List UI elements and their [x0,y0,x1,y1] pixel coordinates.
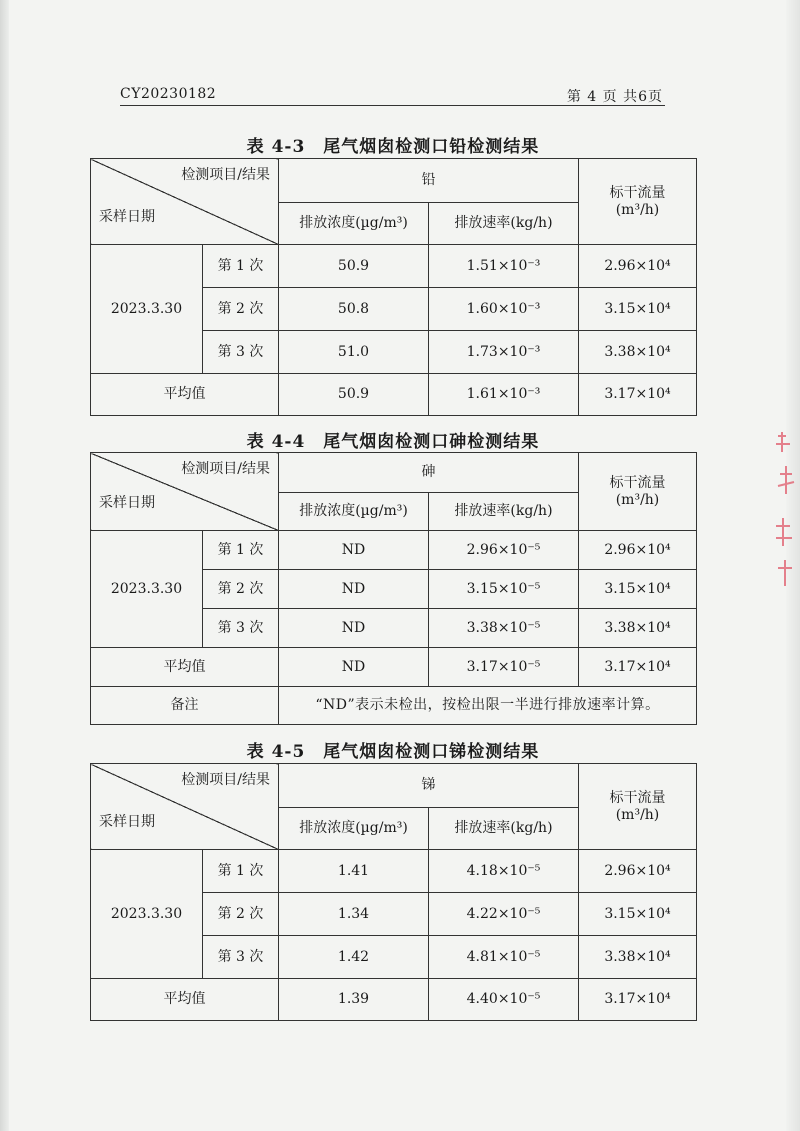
flow-value: 3.38×10⁴ [579,936,697,979]
pollutant-header: 锑 [279,764,579,808]
rate-header: 排放速率(kg/h) [429,493,579,531]
conc-header: 排放浓度(µg/m³) [279,203,429,245]
run-label: 第 1 次 [203,531,279,570]
rate-value: 4.22×10⁻⁵ [429,893,579,936]
lead-table [90,158,697,416]
conc-value: 1.42 [279,936,429,979]
rate-value: 4.18×10⁻⁵ [429,850,579,893]
sample-date: 2023.3.30 [91,245,203,374]
run-label: 第 2 次 [203,288,279,331]
flow-value: 3.15×10⁴ [579,893,697,936]
note-text: “ND”表示未检出，按检出限一半进行排放速率计算。 [279,687,697,725]
flow-value: 2.96×10⁴ [579,531,697,570]
header-item-label: 检测项目/结果 [181,772,270,788]
flow-value: 3.17×10⁴ [579,648,697,687]
rate-value: 1.51×10⁻³ [429,245,579,288]
rate-value: 4.81×10⁻⁵ [429,936,579,979]
report-number: CY20230182 [120,86,217,102]
conc-value: ND [279,648,429,687]
conc-header: 排放浓度(µg/m³) [279,493,429,531]
header-date-label: 采样日期 [99,814,155,831]
pollutant-header: 铅 [279,159,579,203]
conc-value: ND [279,531,429,570]
flow-header: 标干流量 (m³/h) [579,764,697,850]
run-label: 第 1 次 [203,850,279,893]
flow-value: 2.96×10⁴ [579,245,697,288]
arsenic-table [90,452,697,725]
run-label: 第 3 次 [203,331,279,374]
rate-header: 排放速率(kg/h) [429,203,579,245]
antimony-table [90,763,697,1021]
flow-value: 3.15×10⁴ [579,570,697,609]
conc-value: 50.8 [279,288,429,331]
seal-stamp-fragment [772,430,798,590]
run-label: 第 3 次 [203,936,279,979]
page-info: 第 4 页 共6页 [566,89,663,105]
flow-value: 3.15×10⁴ [579,288,697,331]
average-label: 平均值 [91,374,279,416]
run-label: 第 2 次 [203,893,279,936]
rate-value: 3.17×10⁻⁵ [429,648,579,687]
conc-value: ND [279,609,429,648]
conc-value: 1.39 [279,979,429,1021]
conc-value: 1.41 [279,850,429,893]
page-edge [0,0,9,1131]
rate-value: 3.15×10⁻⁵ [429,570,579,609]
table-title: 表 4-3 尾气烟囱检测口铅检测结果 [246,137,540,157]
rate-value: 1.73×10⁻³ [429,331,579,374]
average-label: 平均值 [91,648,279,687]
table-title: 表 4-4 尾气烟囱检测口砷检测结果 [246,432,540,452]
flow-header: 标干流量 (m³/h) [579,159,697,245]
pollutant-header: 砷 [279,453,579,493]
flow-value: 3.38×10⁴ [579,609,697,648]
conc-value: ND [279,570,429,609]
diagonal-header-cell [91,453,279,531]
diagonal-header-cell [91,159,279,245]
flow-value: 3.38×10⁴ [579,331,697,374]
rate-value: 3.38×10⁻⁵ [429,609,579,648]
table-title: 表 4-5 尾气烟囱检测口锑检测结果 [246,742,540,762]
rate-value: 2.96×10⁻⁵ [429,531,579,570]
page-header [120,86,663,104]
header-date-label: 采样日期 [99,209,155,226]
rate-value: 1.60×10⁻³ [429,288,579,331]
rate-value: 4.40×10⁻⁵ [429,979,579,1021]
flow-header: 标干流量 (m³/h) [579,453,697,531]
run-label: 第 1 次 [203,245,279,288]
note-label: 备注 [91,687,279,725]
run-label: 第 3 次 [203,609,279,648]
average-label: 平均值 [91,979,279,1021]
sample-date: 2023.3.30 [91,531,203,648]
run-label: 第 2 次 [203,570,279,609]
conc-value: 51.0 [279,331,429,374]
flow-value: 2.96×10⁴ [579,850,697,893]
flow-value: 3.17×10⁴ [579,979,697,1021]
header-item-label: 检测项目/结果 [181,461,270,477]
rate-header: 排放速率(kg/h) [429,808,579,850]
diagonal-header-cell [91,764,279,850]
header-rule [120,105,665,106]
rate-value: 1.61×10⁻³ [429,374,579,416]
flow-value: 3.17×10⁴ [579,374,697,416]
conc-header: 排放浓度(µg/m³) [279,808,429,850]
header-item-label: 检测项目/结果 [181,167,270,183]
conc-value: 50.9 [279,245,429,288]
conc-value: 50.9 [279,374,429,416]
header-date-label: 采样日期 [99,495,155,512]
sample-date: 2023.3.30 [91,850,203,979]
conc-value: 1.34 [279,893,429,936]
